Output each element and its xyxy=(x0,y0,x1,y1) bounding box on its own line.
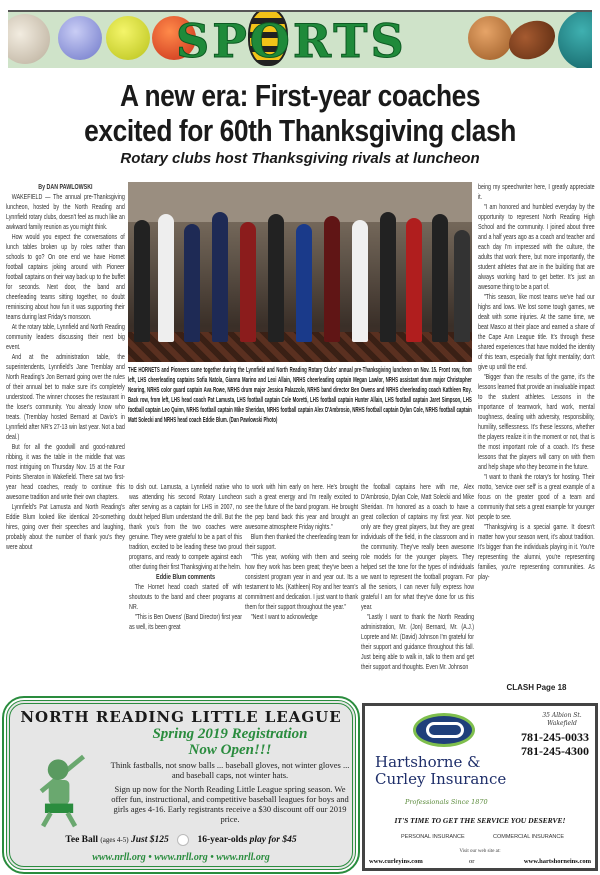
person xyxy=(324,216,340,342)
paragraph: At the rotary table, Lynnfield and North Reading community leaders discussing their next big event. xyxy=(6,322,125,351)
tennis-ball-icon xyxy=(106,16,150,60)
company-name xyxy=(375,754,506,788)
person xyxy=(134,220,150,342)
company-name-line-2: Curley Insurance xyxy=(375,770,507,788)
baseball-player-icon xyxy=(30,749,90,829)
ad-website-link[interactable]: www.nrll.org • www.nrll.org • www.nrll.org xyxy=(92,852,270,863)
ad-prices xyxy=(14,834,348,846)
paragraph: "I want to thank the rotary's for hosting. Their motto, 'service over self' is a great example of a focus on the greater good of a team and community that sets a great example for younger people to see. xyxy=(478,472,595,521)
service-label: PERSONAL INSURANCE xyxy=(401,834,465,840)
person xyxy=(268,214,284,342)
paragraph: "Thanksgiving is a special game. It doesn't matter how your season went, it's about tradition. It's bigger than the individuals playing in it. You're representing the alumni, you're representing families, you're representing communities. As play- xyxy=(478,522,595,581)
paragraph: to work with him early on here. He's brought such a great energy and I'm really excited to see the future of the band program. He brought the pep band back this year and brought an awesome atmosphere Friday nights." xyxy=(245,482,359,531)
address-line: Wakefield xyxy=(547,720,577,727)
paragraph: the football captains here with me, Alex D'Ambrosio, Dylan Cole, Matt Solecki and Mike Sheridan. I'm honored as a coach to have a great collection of captains my first year. Not only are they great players, but they are great individuals off the field, in the classroom and in the community. They've really been awesome role models for the younger players. They helped set the tone for the types of individuals we want to represent the football program. For all the seniors, I can never fully express how grateful I am for what they've done for us this year. xyxy=(361,482,475,611)
price-label: Tee Ball xyxy=(65,835,99,846)
byline: By DAN PAWLOWSKI xyxy=(38,182,93,191)
person xyxy=(406,218,422,342)
article-column-2 xyxy=(129,482,242,632)
ad-title: NORTH READING LITTLE LEAGUE xyxy=(20,708,342,726)
price-value: Just $125 xyxy=(130,835,169,846)
headline-line-1: A new era: First-year coaches xyxy=(119,78,481,113)
subheadline: Rotary clubs host Thanksgiving rivals at luncheon xyxy=(120,150,480,167)
ad-tagline: IT'S TIME TO GET THE SERVICE YOU DESERVE! xyxy=(394,816,566,825)
insurance-ad[interactable] xyxy=(362,703,598,871)
paragraph: And at the administration table, the superintendents, Lynnfield's Jane Tremblay and North Reading's Jon Bernard going over the rules of their annual bet to make sure it's completely understood. The winner chooses the restaurant in the loser's community. You already know who treats. (Tremblay hosted Bernard at Davio's in Lynnfield after NR's 27-13 win last year. Not a bad deal.) xyxy=(6,352,125,441)
person xyxy=(352,220,368,342)
paragraph: to dish out. Lamusta, a Lynnfield native who was attending his second Rotary Luncheon after serving as a captain for LHS in 2007, no doubt helped Blum understand the drill. But the thank you's from the two coaches were genuine. They were grateful to be a part of this tradition, excited to be leading these two proud programs, and ready to compete against each other during their first Thanksgiving at the helm. xyxy=(129,482,243,571)
paragraph: "Next I want to acknowledge xyxy=(250,612,318,621)
person xyxy=(380,212,396,342)
ad-paragraph: Think fastballs, not snow balls ... baseball gloves, not winter gloves ... and baseball caps, not winter hats. xyxy=(110,760,350,780)
baseball-icon xyxy=(8,14,50,64)
company-logo xyxy=(413,713,475,747)
article-column-5 xyxy=(478,182,595,582)
paragraph: But for all the goodwill and good-natured ribbing, it was the table in the middle that was most intriguing on Thursday Nov. 15 at the Four Points Sheraton in Wakefield. There sat two first-year head coaches, ready to continue this awesome tradition and write their own chapters. xyxy=(6,442,125,501)
bowling-ball-icon xyxy=(558,10,592,68)
ad-headline-line-1: Spring 2019 Registration xyxy=(152,726,308,742)
banner-title: SPORTS xyxy=(176,14,407,68)
person xyxy=(296,224,312,342)
address-line: 35 Albion St. xyxy=(542,712,582,719)
paragraph: "This is Ben Owens' (Band Director) first year as well, its been great xyxy=(129,612,243,631)
or-label: or xyxy=(469,858,475,865)
price-label: 16-year-olds xyxy=(197,835,248,846)
paragraph: "Lastly I want to thank the North Reading administration, Mr. (Jon) Bernard, Mr. (A.J.) Loprete and Mr. (David) Johnson I'm grateful for their support and guidance throughout this fall. Just being able to walk in, talk to them and get their support and thoughts. Even Mr. Johnson xyxy=(361,612,475,671)
ad-headline-line-2: Now Open!!! xyxy=(188,742,272,758)
ad-paragraph: Sign up now for the North Reading Little League spring season. We offer fun, instructional, and competitive baseball leagues for boys and girls ages 4-16. Early registrants receive a $30 discount off our 2019 price. xyxy=(111,784,349,824)
headline xyxy=(0,78,600,148)
company-address xyxy=(537,712,587,728)
company-since: Professionals Since 1870 xyxy=(405,798,488,806)
paragraph: WAKEFIELD — The annual pre-Thanksgiving luncheon, hosted by the North Reading and Lynnfield rotary clubs, doesn't feel as much like an awkward family reunion as you might think. xyxy=(6,192,125,231)
paragraph: "This season, like most teams we've had our highs and lows. We lost some tough games, we dealt with some injuries. At the same time, we beat Masco at their place and earned a share of the Cape Ann League title. It's through these shared experiences that have molded the identity of this team, especially that fight mentality; don't give up until the end. xyxy=(478,292,595,371)
website-link[interactable]: www.curleyins.com xyxy=(369,858,423,865)
paragraph: Lynnfield's Pat Lamusta and North Reading's Eddie Blum looked like identical 20-something hires, going over their speeches and laughing, probably about the number of thank you's they were about xyxy=(6,502,125,551)
article-column-3 xyxy=(245,482,358,622)
photo-caption: THE HORNETS and Pioneers came together during the Lynnfield and North Reading Rotary Clubs' annual pre-Thanksgiving luncheon on Nov. 15. Front row, from left, LHS cheerleading captains Sofia Natola, Gianna Marino and Lexi Allain, NRHS cheerleading captain Megan Lawlor, NRHS assistant drum major Christopher Nearing, NRHS color guard captain Ava Rowe, NRHS drum major Jessica Palazzolo, NRHS band director Ben Owens and NRHS cheerleading coach Kathleen Roy. Back row, from left, LHS head coach Pat Lamusta, LHS football captain Cole Moretti, LHS football captain Hunter Allain, LHS football captain Jaret Simpson, LHS football captain Leo Quinn, NRHS football captain Mike Sheridan, NRHS football captain Alex D'Ambrosio, NRHS football captain Dylan Cole, NRHS football captain Matt Solecki and NRHS head coach Eddie Blum. (Dan Pawlowski Photo) xyxy=(128,365,472,424)
person xyxy=(158,214,174,342)
service-label: COMMERCIAL INSURANCE xyxy=(493,834,564,840)
continued-jump-link[interactable]: CLASH Page 18 xyxy=(506,683,567,692)
basketball-icon xyxy=(468,16,512,60)
section-subheading: Eddie Blum comments xyxy=(156,572,215,581)
person xyxy=(240,222,256,342)
company-name-line-1: Hartshorne & xyxy=(375,753,481,771)
article-column-1 xyxy=(6,182,125,552)
website-link[interactable]: www.hartshorneins.com xyxy=(523,858,591,865)
article-column-4 xyxy=(361,482,474,672)
football-icon xyxy=(503,14,562,67)
headline-line-2: excited for 60th Thanksgiving clash xyxy=(84,113,516,148)
paragraph: The Hornet head coach started off with shoutouts to the band and cheer programs at NR. xyxy=(129,582,243,611)
person xyxy=(432,214,448,342)
team-photo xyxy=(128,182,472,362)
person xyxy=(454,230,470,342)
price-ages: (ages 4-5) xyxy=(100,836,129,845)
paragraph: "This year, working with them and seeing how they work has been great; they've been a consistent program year in and year out. Its a testament to Ms. (Kathleen) Roy and her team's commitment and dedication. I just want to thank them for their support throughout the year." xyxy=(245,552,359,611)
person xyxy=(212,212,228,342)
phone-number: 781-245-4300 xyxy=(521,744,589,758)
golf-ball-icon xyxy=(58,16,102,60)
ad-headline xyxy=(110,726,350,758)
sports-banner xyxy=(8,10,592,68)
paragraph: "Bigger than the results of the game, it's the lessons learned that provide an invaluable impact to the student athletes. Lessons in the importance of teamwork, hard work, mental toughness, dealing with adversity, responsibility, humility, selflessness. It's these lessons, whether the players realize it in the moment or not, that is the most important role of a coach. It's these lessons that the players will carry on with them and help shape who they become in the future. xyxy=(478,372,595,471)
baseball-icon xyxy=(177,834,189,846)
paragraph: "I am honored and humbled everyday by the opportunity to represent North Reading High School and the community. I joined about three and a half years ago as a coach and teacher and each day I'm impressed with the culture, the adults that work there, but more importantly, the student athletes that are in the building that are always working hard to get better. It's just an awesome thing to be a part of. xyxy=(478,202,595,291)
phone-number: 781-245-0033 xyxy=(521,730,589,744)
paragraph: How would you expect the conversations of lunch tables broken up by roles rather than schools to go? On one end we have Hornet football captains joking around with Pioneer football captains on their way back up to the buffet for seconds. Next door, the band and cheerleading teams sitting together, no doubt reminiscing about how fun it was supporting their teams during last Friday's monsoon. xyxy=(6,232,125,321)
price-value: play for $45 xyxy=(249,835,297,846)
visit-label: Visit our web site at: xyxy=(459,849,501,854)
person xyxy=(184,224,200,342)
little-league-ad[interactable] xyxy=(6,700,356,870)
paragraph: Blum then thanked the cheerleading team for their support. xyxy=(245,532,359,551)
paragraph: being my speechwriter here, I greatly appreciate it. xyxy=(478,182,595,201)
